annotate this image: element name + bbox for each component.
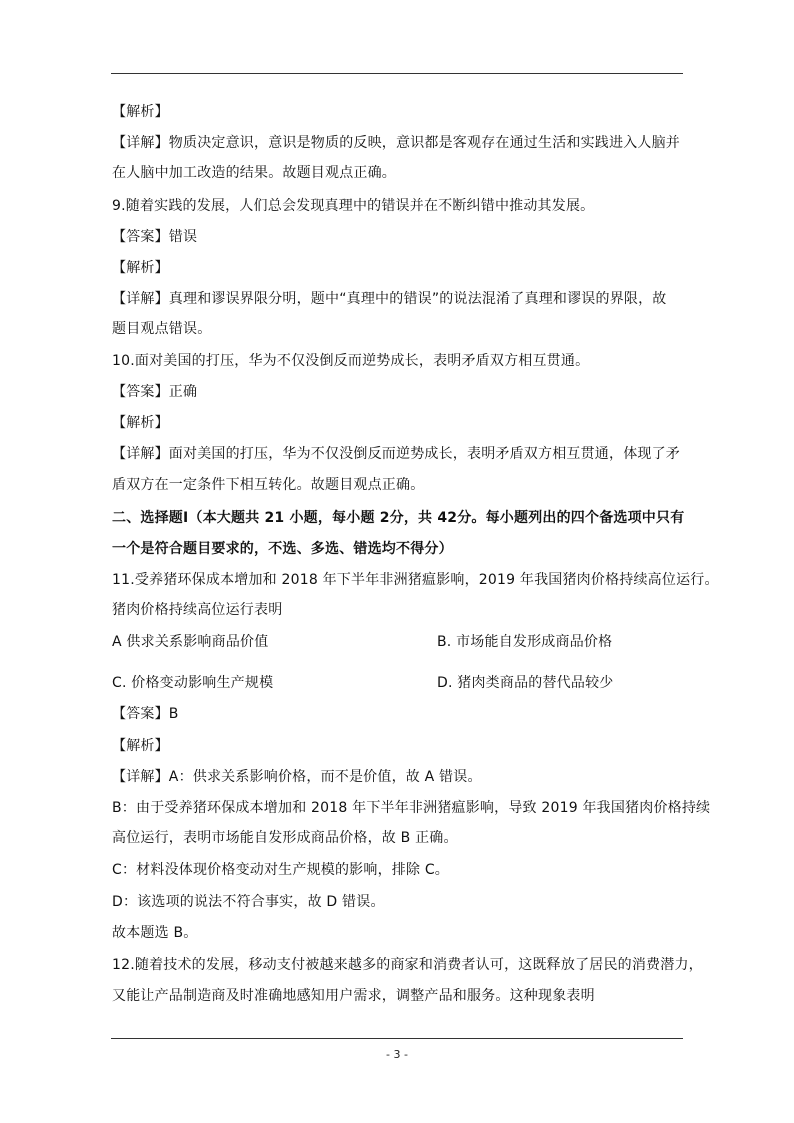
page-number: - 3 - [386, 1048, 408, 1061]
detail-text: 【详解】A：供求关系影响价格，而不是价值，故 A 错误。 [112, 769, 482, 785]
option-a: A 供求关系影响商品价值 [112, 634, 269, 650]
analysis-label: 【解析】 [112, 738, 169, 754]
option-c: C. 价格变动影响生产规模 [112, 675, 274, 691]
detail-text: D：该选项的说法不符合事实，故 D 错误。 [112, 894, 385, 910]
detail-text: 故本题选 B。 [112, 925, 198, 941]
analysis-label: 【解析】 [112, 260, 169, 276]
answer-label: 【答案】正确 [112, 384, 198, 400]
detail-text: 【详解】真理和谬误界限分明，题中“真理中的错误”的说法混淆了真理和谬误的界限，故 [112, 291, 667, 307]
question-11: 11.受养猪环保成本增加和 2018 年下半年非洲猪瘟影响，2019 年我国猪肉价格持续高位运行。 [112, 572, 719, 588]
footer-rule [111, 1038, 683, 1039]
option-d: D. 猪肉类商品的替代品较少 [437, 675, 614, 691]
header-rule [111, 73, 683, 74]
answer-label: 【答案】错误 [112, 229, 198, 245]
detail-text: 高位运行，表明市场能自发形成商品价格，故 B 正确。 [112, 830, 458, 846]
analysis-label: 【解析】 [112, 415, 169, 431]
analysis-label: 【解析】 [112, 104, 169, 120]
question-12: 又能让产品制造商及时准确地感知用户需求，调整产品和服务。这种现象表明 [112, 988, 595, 1004]
question-10: 10.面对美国的打压，华为不仅没倒反而逆势成长，表明矛盾双方相互贯通。 [112, 353, 590, 369]
question-12: 12.随着技术的发展，移动支付被越来越多的商家和消费者认可，这既释放了居民的消费潜力， [112, 957, 703, 973]
section-heading: 一个是符合题目要求的，不选、多选、错选均不得分） [112, 541, 453, 557]
answer-label: 【答案】B [112, 706, 179, 722]
question-11: 猪肉价格持续高位运行表明 [112, 602, 283, 618]
option-b: B. 市场能自发形成商品价格 [437, 634, 613, 650]
detail-text: B：由于受养猪环保成本增加和 2018 年下半年非洲猪瘟影响，导致 2019 年我国猪肉价格持续 [112, 800, 711, 816]
detail-text: 在人脑中加工改造的结果。故题目观点正确。 [112, 165, 396, 181]
detail-text: 题目观点错误。 [112, 321, 212, 337]
question-9: 9.随着实践的发展，人们总会发现真理中的错误并在不断纠错中推动其发展。 [112, 198, 595, 214]
section-heading: 二、选择题Ⅰ（本大题共 21 小题，每小题 2分，共 42分。每小题列出的四个备选项中只有 [112, 510, 685, 526]
detail-text: 【详解】物质决定意识，意识是物质的反映，意识都是客观存在通过生活和实践进入人脑并 [112, 135, 680, 151]
detail-text: 【详解】面对美国的打压，华为不仅没倒反而逆势成长，表明矛盾双方相互贯通，体现了矛 [112, 446, 680, 462]
detail-text: C：材料没体现价格变动对生产规模的影响，排除 C。 [112, 862, 449, 878]
detail-text: 盾双方在一定条件下相互转化。故题目观点正确。 [112, 477, 425, 493]
